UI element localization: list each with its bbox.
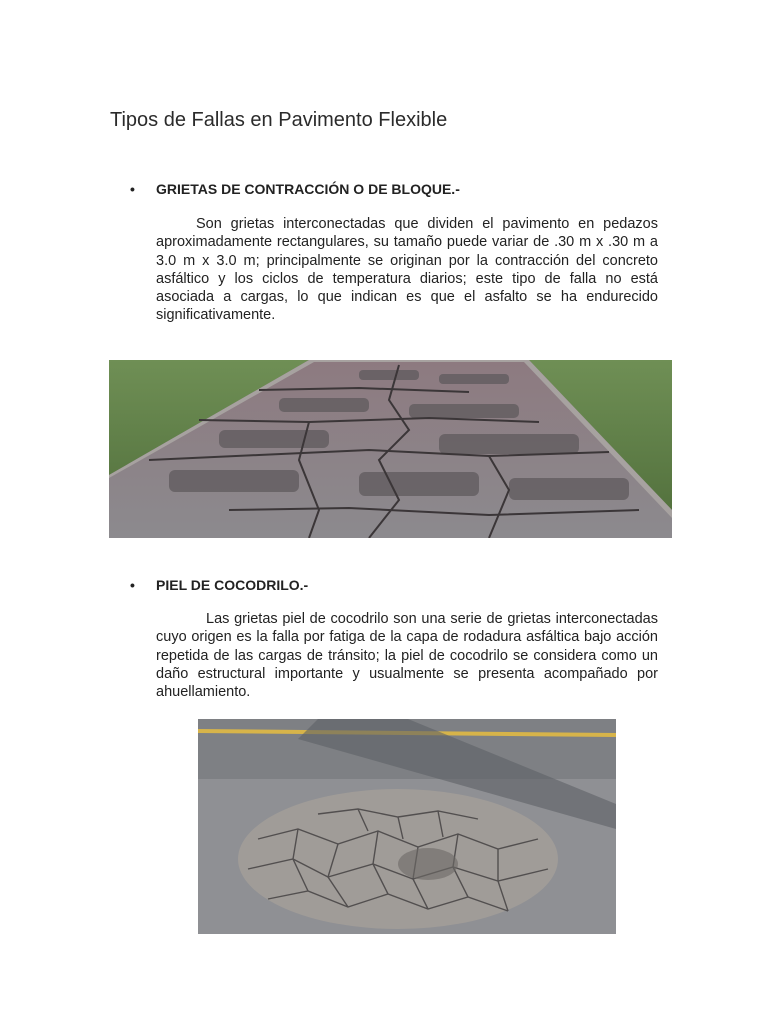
bullet-marker: •	[130, 181, 135, 197]
section-heading: GRIETAS DE CONTRACCIÓN O DE BLOQUE.-	[156, 181, 460, 197]
bullet-marker: •	[130, 577, 135, 593]
alligator-cracking-photo	[198, 719, 616, 934]
block-cracking-photo	[109, 360, 672, 538]
section-paragraph: Las grietas piel de cocodrilo son una serie de grietas interconectadas cuyo origen es la falla por fatiga de la capa de rodadura asfáltica bajo acción repetida de las cargas de tránsito; la piel de cocodrilo se considera como un daño estructural importante y usualmente se presenta acompañado por ahuellamiento.	[156, 611, 658, 701]
section-heading-block-cracking	[130, 181, 460, 197]
section-heading: PIEL DE COCODRILO.-	[156, 577, 309, 593]
page-title: Tipos de Fallas en Pavimento Flexible	[110, 109, 448, 132]
section-heading-alligator-cracking	[130, 577, 308, 593]
section-paragraph: Son grietas interconectadas que dividen el pavimento en pedazos aproximadamente rectangulares, su tamaño puede variar de .30 m x .30 m a 3.0 m x 3.0 m; principalmente se originan por la contracción del concreto asfáltico y los ciclos de temperatura diarios; este tipo de falla no está asociada a cargas, lo que indican es que el asfalto se ha endurecido significativamente.	[156, 216, 658, 324]
